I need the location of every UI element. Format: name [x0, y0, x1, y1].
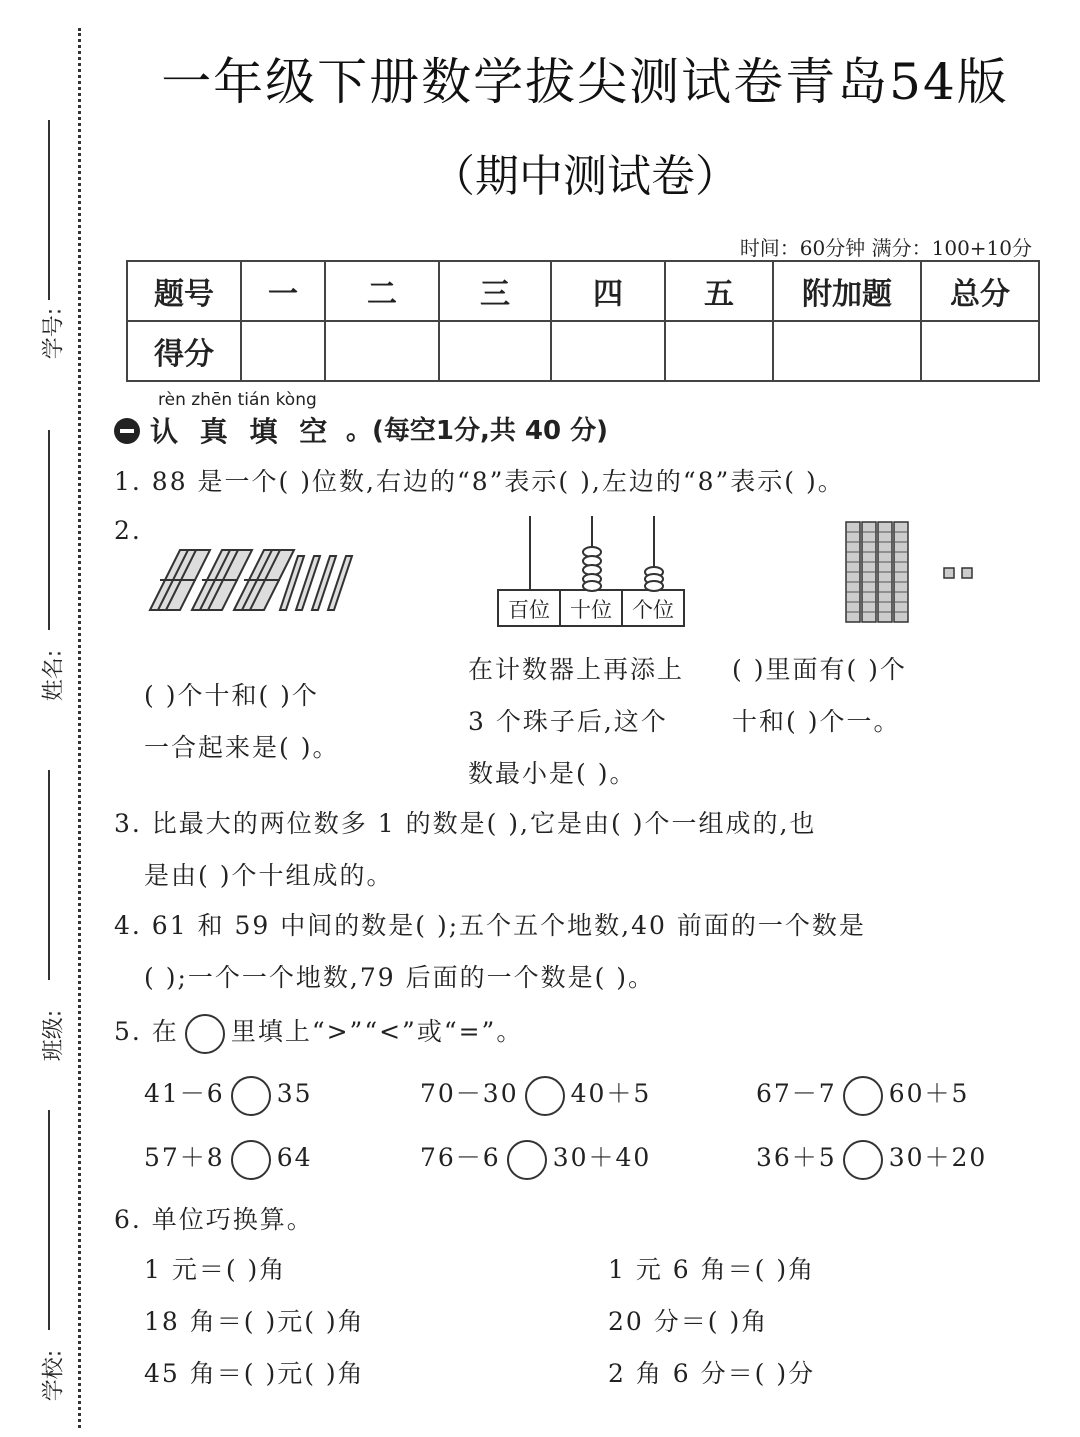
compare-circle-example: [185, 1014, 225, 1054]
score-cell[interactable]: [439, 321, 551, 381]
student-id-label: 学号:: [41, 307, 67, 360]
section-pinyin: rèn zhēn tián kòng: [158, 390, 317, 410]
abacus-place-labels: [498, 594, 684, 624]
section-note: 。(每空1分,共 40 分): [346, 416, 609, 446]
compare-item: [144, 1138, 313, 1180]
conversion-item: 45 角＝( )元( )角: [144, 1359, 365, 1388]
exam-meta: 时间：60分钟 满分：100+10分: [739, 236, 1032, 260]
compare-item: [420, 1138, 651, 1180]
page-title: 一年级下册数学拔尖测试卷青岛54版: [161, 53, 1009, 111]
score-header-row: [127, 261, 1039, 321]
question-2b-line2: 3 个珠子后,这个: [468, 707, 668, 736]
score-cell[interactable]: [773, 321, 921, 381]
question-2b-line1: 在计数器上再添上: [468, 655, 685, 684]
compare-item: [420, 1074, 651, 1116]
compare-right: 64: [276, 1143, 313, 1172]
conversion-item: 2 角 6 分＝( )分: [608, 1359, 816, 1388]
compare-right: 30＋20: [888, 1143, 988, 1172]
score-header-cell: 三: [439, 261, 551, 321]
question-1: 1. 88 是一个( )位数,右边的“8”表示( ),左边的“8”表示( )。: [114, 467, 845, 496]
compare-circle[interactable]: [231, 1076, 271, 1116]
compare-right: 30＋40: [552, 1143, 652, 1172]
section-number-one-icon: [114, 418, 140, 444]
binding-dotted-line: [78, 28, 81, 1428]
question-4-line2: ( );一个一个地数,79 后面的一个数是( )。: [144, 963, 656, 992]
compare-left: 67－7: [756, 1079, 837, 1108]
compare-item: [144, 1074, 313, 1116]
question-2c-line1: ( )里面有( )个: [732, 655, 907, 684]
compare-circle[interactable]: [843, 1076, 883, 1116]
page-subtitle: （期中测试卷）: [431, 151, 739, 202]
question-6-title: 6. 单位巧换算。: [114, 1205, 314, 1234]
question-2b-line3: 数最小是( )。: [468, 759, 637, 788]
compare-left: 57＋8: [144, 1143, 225, 1172]
compare-circle[interactable]: [843, 1140, 883, 1180]
compare-item: [756, 1138, 987, 1180]
score-header-cell: 题号: [127, 261, 241, 321]
score-header-cell: 五: [665, 261, 773, 321]
question-4-line1: 4. 61 和 59 中间的数是( );五个五个地数,40 前面的一个数是: [114, 911, 866, 940]
school-label: 学校:: [41, 1349, 67, 1402]
conversion-item: 18 角＝( )元( )角: [144, 1307, 365, 1336]
name-line: [48, 430, 50, 630]
score-cell[interactable]: [551, 321, 665, 381]
question-2c-line2: 十和( )个一。: [732, 707, 901, 736]
section-title: 认 真 填 空: [150, 415, 334, 448]
score-header-cell: 一: [241, 261, 325, 321]
compare-right: 60＋5: [888, 1079, 970, 1108]
compare-left: 41－6: [144, 1079, 225, 1108]
question-2a-line2: 一合起来是( )。: [144, 733, 340, 762]
score-header-cell: 总分: [921, 261, 1039, 321]
abacus-label-tens: 十位: [570, 598, 612, 622]
compare-left: 70－30: [420, 1079, 519, 1108]
question-3-line2: 是由( )个十组成的。: [144, 861, 394, 890]
class-label: 班级:: [41, 1009, 67, 1062]
compare-circle[interactable]: [525, 1076, 565, 1116]
score-table: [126, 260, 1040, 382]
score-header-cell: 二: [325, 261, 439, 321]
compare-circle[interactable]: [507, 1140, 547, 1180]
question-2a-line1: ( )个十和( )个: [144, 681, 319, 710]
question-5-suffix: 里填上“>”“<”或“=”。: [230, 1017, 524, 1046]
score-cell[interactable]: [665, 321, 773, 381]
score-value-row: [127, 321, 1039, 381]
score-header-cell: 四: [551, 261, 665, 321]
question-2-number: 2.: [114, 516, 142, 545]
conversion-item: 20 分＝( )角: [608, 1307, 769, 1336]
compare-item: [756, 1074, 969, 1116]
compare-right: 40＋5: [570, 1079, 652, 1108]
score-cell[interactable]: [325, 321, 439, 381]
class-line: [48, 770, 50, 980]
place-value-blocks-image: [840, 516, 990, 626]
student-id-line: [48, 120, 50, 300]
score-cell[interactable]: [921, 321, 1039, 381]
conversion-item: 1 元 6 角＝( )角: [608, 1255, 816, 1284]
question-5-prefix: 5. 在: [114, 1017, 179, 1046]
score-cell[interactable]: [241, 321, 325, 381]
compare-right: 35: [276, 1079, 313, 1108]
compare-left: 76－6: [420, 1143, 501, 1172]
question-5-instruction: [114, 1012, 523, 1054]
abacus-label-ones: 个位: [632, 598, 674, 622]
score-header-cell: 附加题: [773, 261, 921, 321]
stick-bundles-image: [140, 540, 370, 620]
compare-left: 36＋5: [756, 1143, 837, 1172]
name-label: 姓名:: [41, 649, 67, 702]
question-3-line1: 3. 比最大的两位数多 1 的数是( ),它是由( )个一组成的,也: [114, 809, 817, 838]
school-line: [48, 1110, 50, 1330]
abacus-label-hundreds: 百位: [508, 598, 550, 622]
conversion-item: 1 元＝( )角: [144, 1255, 287, 1284]
score-row-label: 得分: [127, 321, 241, 381]
compare-circle[interactable]: [231, 1140, 271, 1180]
